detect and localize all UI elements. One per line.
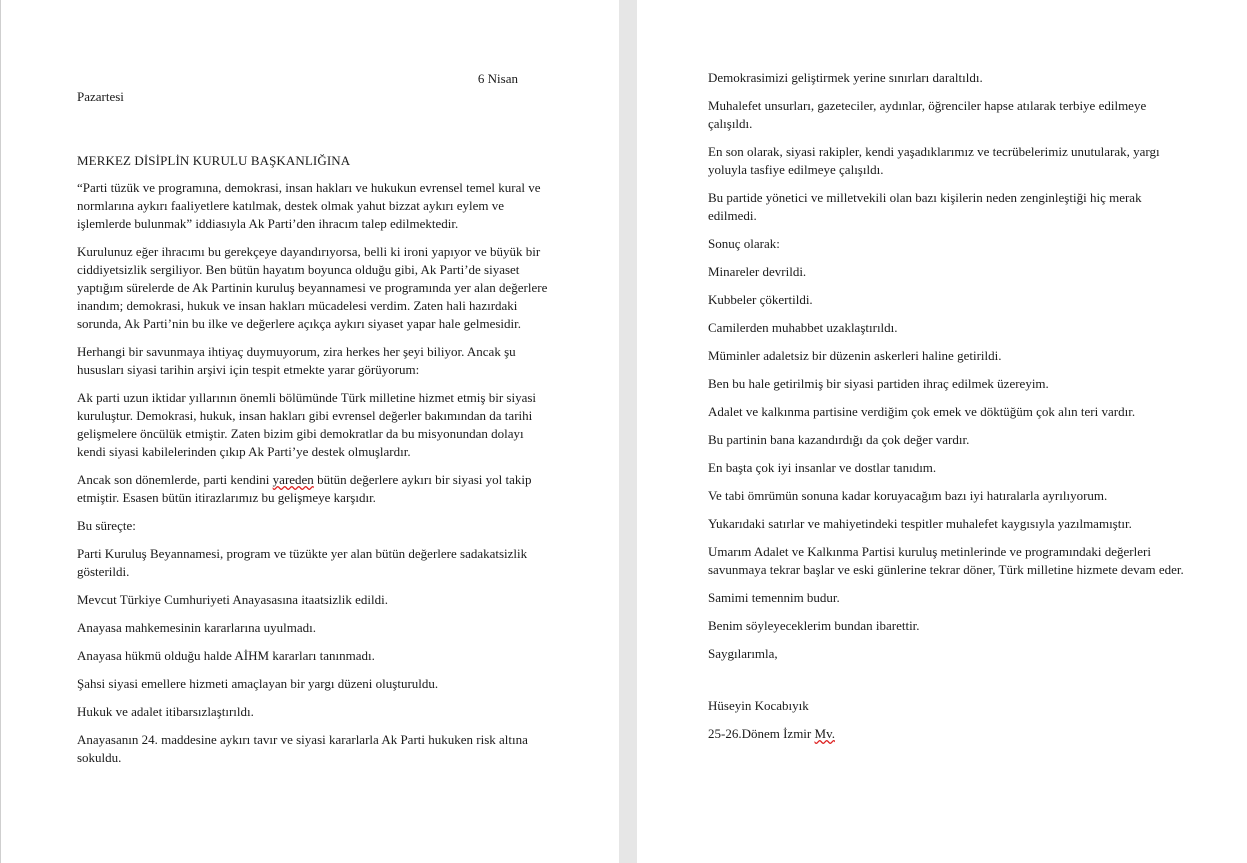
- closing-line: Saygılarımla,: [708, 646, 778, 661]
- document-page-left: [0, 0, 619, 863]
- list-item: Anayasanın 24. maddesine aykırı tavır ve siyasi kararlarla Ak Parti hukuken risk altına sokuldu.: [77, 732, 528, 765]
- signature-name: Hüseyin Kocabıyık: [708, 698, 809, 713]
- list-item: Sonuç olarak:: [708, 236, 780, 251]
- list-item: En son olarak, siyasi rakipler, kendi yaşadıklarımız ve tecrübelerimiz unutularak, yargı yoluyla tasfiye edilmeye çalışıldı.: [708, 144, 1160, 177]
- text-run: Ancak son dönemlerde, parti kendini: [77, 472, 273, 487]
- list-item: En başta çok iyi insanlar ve dostlar tanıdım.: [708, 460, 937, 475]
- list-item: Bu süreçte:: [77, 518, 136, 533]
- paragraph: [77, 471, 552, 507]
- list-item: Umarım Adalet ve Kalkınma Partisi kuruluş metinlerinde ve programındaki değerleri savunmaya tekrar başlar ve eski günlerine tekrar döner, Türk milletine hizmete devam eder.: [708, 544, 1184, 577]
- list-item: Benim söyleyeceklerim bundan ibarettir.: [708, 618, 920, 633]
- spellcheck-flagged-word[interactable]: yareden: [272, 472, 314, 487]
- page-text-block: [708, 69, 1188, 743]
- page-text-block: [77, 70, 552, 767]
- letter-heading: MERKEZ DİSİPLİN KURULU BAŞKANLIĞINA: [77, 153, 351, 168]
- list-item: Parti Kuruluş Beyannamesi, program ve tüzükte yer alan bütün değerlere sadakatsizlik gösterildi.: [77, 546, 528, 579]
- paragraph: Ak parti uzun iktidar yıllarının önemli bölümünde Türk milletine hizmet etmiş bir siyasi kuruluştur. Demokrasi, hukuk, insan hakları gibi evrensel değerler bakımından da tarihi gelişmelere öncülük etmiştir. Zaten bizim gibi demokratlar da bu misyonundan dolayı kendi siyasi kabilelerinden çıkıp Ak Parti’ye destek olmuşlardır.: [77, 390, 537, 459]
- list-item: Şahsi siyasi emellere hizmeti amaçlayan bir yargı düzeni oluşturuldu.: [77, 676, 439, 691]
- list-item: Anayasa hükmü olduğu halde AİHM kararları tanınmadı.: [77, 648, 375, 663]
- list-item: Hukuk ve adalet itibarsızlaştırıldı.: [77, 704, 254, 719]
- paragraph: Kurulunuz eğer ihracımı bu gerekçeye dayandırıyorsa, belli ki ironi yapıyor ve büyük bir ciddiyetsizlik sergiliyor. Ben bütün hayatım boyunca olduğu gibi, Ak Parti’de siyaset yaptığım sürelerde de Ak Partinin kuruluş beyannamesi ve programında yer alan değerlere inandım; demokrasi, hukuk ve insan hakları mücadelesi verdim. Zaten hali hazırdaki sorunda, Ak Parti’nin bu ilke ve değerlere açıkça aykırı siyaset yapar hale gelmesidir.: [77, 244, 548, 331]
- list-item: Samimi temennim budur.: [708, 590, 840, 605]
- letter-date: 6 Nisan: [477, 71, 518, 86]
- text-run: bütün değerlere aykırı bir siyasi yol takip etmiştir. Esasen bütün itirazlarımız bu gelişmeye karşıdır.: [77, 472, 532, 505]
- list-item: Müminler adaletsiz bir düzenin askerleri haline getirildi.: [708, 348, 1002, 363]
- list-item: Bu partide yönetici ve milletvekili olan bazı kişilerin neden zenginleştiği hiç merak edilmedi.: [708, 190, 1142, 223]
- list-item: Adalet ve kalkınma partisine verdiğim çok emek ve döktüğüm çok alın teri vardır.: [708, 404, 1136, 419]
- list-item: Yukarıdaki satırlar ve mahiyetindeki tespitler muhalefet kaygısıyla yazılmamıştır.: [708, 516, 1132, 531]
- list-item: Camilerden muhabbet uzaklaştırıldı.: [708, 320, 898, 335]
- list-item: Muhalefet unsurları, gazeteciler, aydınlar, öğrenciler hapse atılarak terbiye edilmeye çalışıldı.: [708, 98, 1147, 131]
- list-item: Kubbeler çökertildi.: [708, 292, 813, 307]
- list-item: Ben bu hale getirilmiş bir siyasi partiden ihraç edilmek üzereyim.: [708, 376, 1049, 391]
- letter-day: Pazartesi: [77, 89, 124, 104]
- list-item: Anayasa mahkemesinin kararlarına uyulmadı.: [77, 620, 316, 635]
- signature-title: [708, 725, 1188, 743]
- list-item: Minareler devrildi.: [708, 264, 807, 279]
- text-run: 25-26.Dönem İzmir: [708, 726, 815, 741]
- document-page-right: [637, 0, 1247, 863]
- list-item: Ve tabi ömrümün sonuna kadar koruyacağım bazı iyi hatıralarla ayrılıyorum.: [708, 488, 1108, 503]
- list-item: Mevcut Türkiye Cumhuriyeti Anayasasına itaatsizlik edildi.: [77, 592, 388, 607]
- paragraph: “Parti tüzük ve programına, demokrasi, insan hakları ve hukukun evrensel temel kural ve normlarına aykırı faaliyetlere katılmak, destek olmak yahut bizzat aykırı eylem ve işlemlerde bulunmak” iddiasıyla Ak Parti’den ihracım talep edilmektedir.: [77, 180, 541, 231]
- list-item: Demokrasimizi geliştirmek yerine sınırları daraltıldı.: [708, 70, 983, 85]
- spellcheck-flagged-word[interactable]: Mv.: [814, 726, 835, 741]
- list-item: Bu partinin bana kazandırdığı da çok değer vardır.: [708, 432, 970, 447]
- paragraph: Herhangi bir savunmaya ihtiyaç duymuyorum, zira herkes her şeyi biliyor. Ancak şu hususları siyasi tarihin arşivi için tespit etmekte yarar görüyorum:: [77, 344, 516, 377]
